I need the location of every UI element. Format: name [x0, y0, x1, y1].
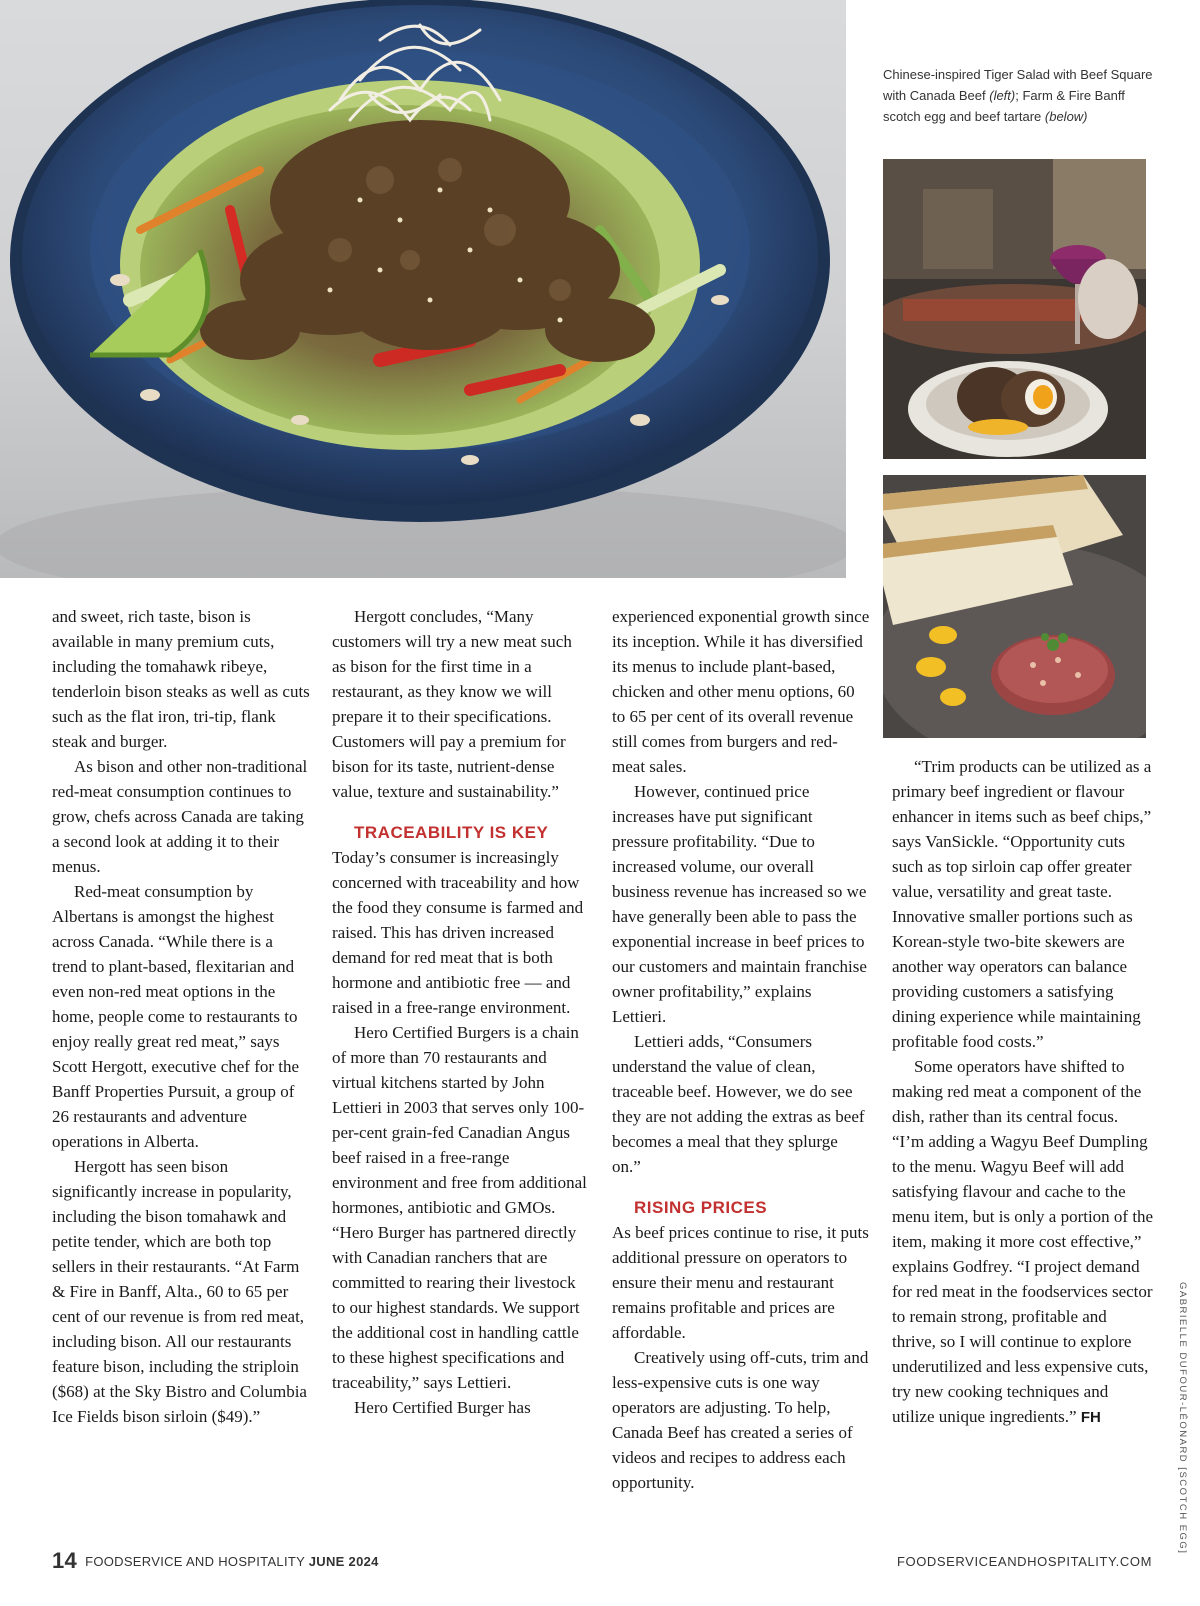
end-mark: FH: [1080, 1409, 1101, 1426]
paragraph: As beef prices continue to rise, it puts additional pressure on operators to ensure their menu and restaurant remains profitable and prices are affordable.: [612, 1223, 869, 1342]
article-column-3: [612, 604, 870, 1495]
tiger-salad-illustration: [0, 0, 846, 578]
paragraph: and sweet, rich taste, bison is available in many premium cuts, including the tomahawk ribeye, tenderloin bison steaks as well as cuts such as the flat iron, tri-tip, flank steak and burger.: [52, 607, 310, 751]
page-footer: [52, 1548, 1152, 1576]
article-column-2: [332, 604, 590, 1420]
scotch-egg-illustration: [883, 159, 1146, 459]
subhead-traceability: TRACEABILITY IS KEY: [354, 823, 549, 842]
paragraph: However, continued price increases have put significant pressure profitability. “Due to increased volume, our overall business revenue has increased so we have generally been able to pass the exponential increase in beef prices to our customers and maintain franchise owner profitability,” explains Lettieri.: [612, 782, 867, 1026]
article-column-4: [892, 754, 1154, 1430]
photo-scotch-egg: [883, 159, 1146, 459]
beef-tartare-illustration: [883, 475, 1146, 738]
paragraph: Hergott concludes, “Many customers will try a new meat such as bison for the first time in a restaurant, as they know we will prepare it to their specifications. Customers will pay a premium for bison for its taste, nutrient-dense value, texture and sustainability.”: [332, 607, 572, 801]
paragraph: Creatively using off-cuts, trim and less-expensive cuts is one way operators are adjusting. To help, Canada Beef has created a series of videos and recipes to address each opportunity.: [612, 1348, 869, 1492]
paragraph: [892, 1054, 1154, 1430]
photo-credit: GABRIELLE DUFOUR-LÉONARD [SCOTCH EGG]: [1177, 1282, 1188, 1555]
page-number: 14: [52, 1548, 78, 1573]
paragraph: “Trim products can be utilized as a primary beef ingredient or flavour enhancer in items such as beef chips,” says VanSickle. “Opportunity cuts such as top sirloin cap offer greater value, versatility and great taste. Innovative smaller portions such as Korean-style two-bite skewers are another way operators can balance providing customers a satisfying dining experience while maintaining profitable food costs.”: [892, 757, 1152, 1051]
paragraph: Lettieri adds, “Consumers understand the value of clean, traceable beef. However, we do see they are not adding the extras as beef becomes a meal that they splurge on.”: [612, 1032, 865, 1176]
magazine-name: FOODSERVICE AND HOSPITALITY: [85, 1554, 305, 1569]
paragraph: As bison and other non-traditional red-meat consumption continues to grow, chefs across Canada are taking a second look at adding it to their menus.: [52, 757, 308, 876]
paragraph-text: Some operators have shifted to making red meat a component of the dish, rather than its central focus. “I’m adding a Wagyu Beef Dumpling to the menu. Wagyu Beef will add satisfying flavour and cache to the menu item, but is only a portion of the item, making it more cost effective,” explains Godfrey. “I project demand for red meat in the foodservices sector to remain strong, profitable and thrive, so I will continue to explore underutilized and less expensive cuts, try new cooking techniques and utilize unique ingredients.”: [892, 1057, 1154, 1426]
issue-date: JUNE 2024: [308, 1554, 379, 1569]
paragraph: Hero Certified Burgers is a chain of more than 70 restaurants and virtual kitchens started by John Lettieri in 2003 that serves only 100-per-cent grain-fed Canadian Angus beef raised in a free-range environment and free from additional hormones, antibiotic and GMOs. “Hero Burger has partnered directly with Canadian ranchers that are committed to rearing their livestock to our highest standards. We support the additional cost in handling cattle to these highest specifications and traceability,” says Lettieri.: [332, 1023, 587, 1392]
footer-left: [52, 1548, 379, 1574]
paragraph: Red-meat consumption by Albertans is amongst the highest across Canada. “While there is a trend to plant-based, flexitarian and even non-red meat options in the home, people come to restaurants to enjoy really great red meat,” says Scott Hergott, executive chef for the Banff Properties Pursuit, a group of 26 restaurants and adventure operations in Alberta.: [52, 882, 300, 1151]
paragraph: Today’s consumer is increasingly concerned with traceability and how the food they consume is farmed and raised. This has driven increased demand for red meat that is both hormone and antibiotic free — and raised in a free-range environment.: [332, 848, 584, 1017]
caption-text-2: ; Farm & Fire Banff scotch egg and beef tartare: [883, 88, 1125, 124]
article-column-1: [52, 604, 310, 1429]
hero-photo-tiger-salad: [0, 0, 846, 578]
caption-below-tag: (below): [1044, 109, 1088, 124]
paragraph: experienced exponential growth since its inception. While it has diversified its menus to include plant-based, chicken and other menu options, 60 to 65 per cent of its overall revenue still comes from burgers and red-meat sales.: [612, 607, 870, 776]
caption-left-tag: (left): [989, 88, 1016, 103]
subhead-rising-prices: RISING PRICES: [634, 1198, 768, 1217]
website-url: FOODSERVICEANDHOSPITALITY.COM: [896, 1554, 1152, 1569]
paragraph: Hero Certified Burger has: [354, 1398, 531, 1417]
paragraph: Hergott has seen bison significantly increase in popularity, including the bison tomahawk and petite tender, which are both top sellers in their restaurants. “At Farm & Fire in Banff, Alta., 60 to 65 per cent of our revenue is from red meat, including bison. All our restaurants feature bison, including the striploin ($68) at the Sky Bistro and Columbia Ice Fields bison sirloin ($49).”: [52, 1157, 307, 1426]
photo-caption: [883, 64, 1163, 127]
photo-beef-tartare: [883, 475, 1146, 738]
caption-text-1: Chinese-inspired Tiger Salad with Beef Square with Canada Beef: [883, 67, 1153, 103]
